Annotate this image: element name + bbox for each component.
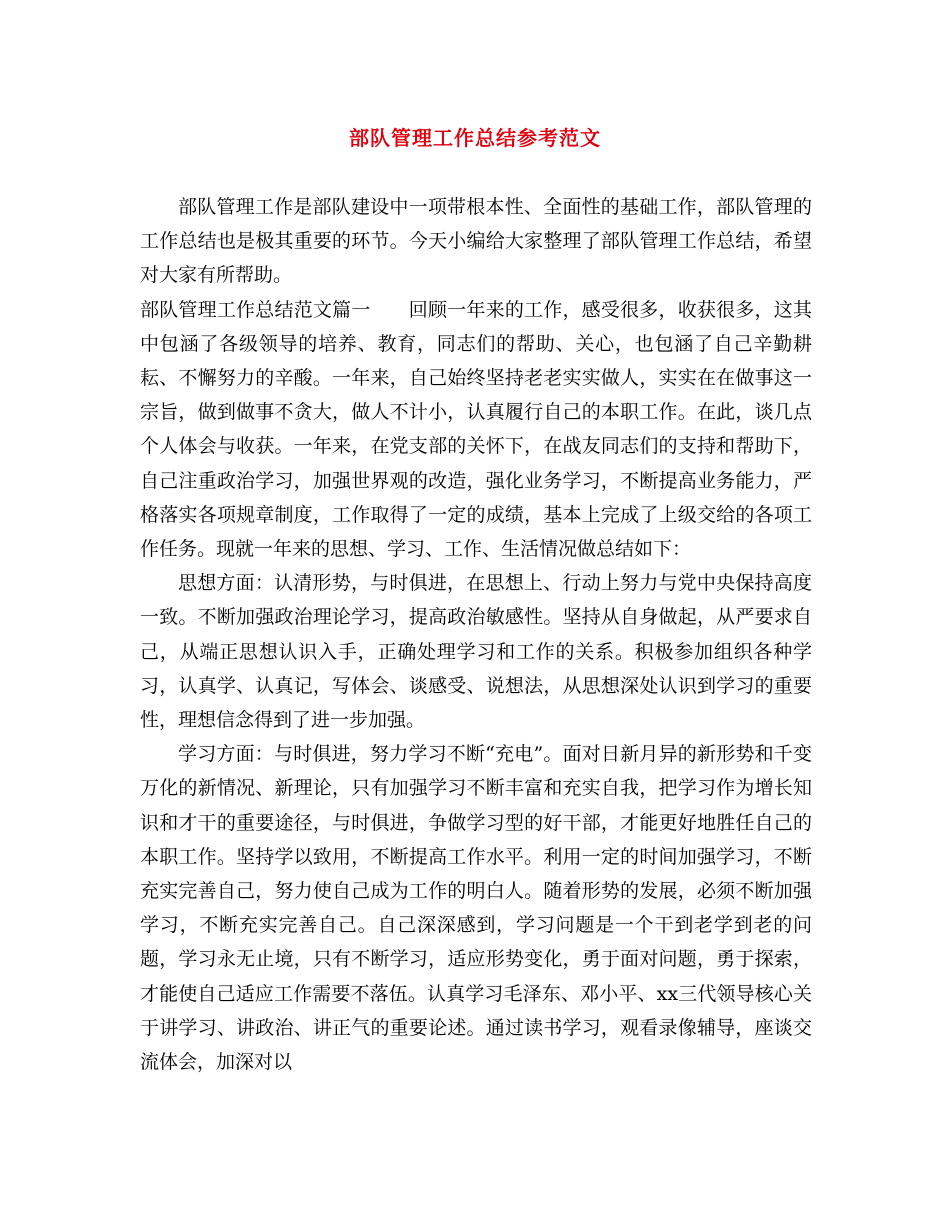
section-paragraph <box>140 293 812 567</box>
intro-paragraph: 部队管理工作是部队建设中一项带根本性、全面性的基础工作，部队管理的工作总结也是极其重要的环节。今天小编给大家整理了部队管理工作总结，希望对大家有所帮助。 <box>140 196 812 287</box>
document-body <box>140 190 812 1079</box>
section-body: 回顾一年来的工作，感受很多，收获很多，这其中包涵了各级领导的培养、教育，同志们的帮助、关心，也包涵了自己辛勤耕耘、不懈努力的辛酸。一年来，自己始终坚持老老实实做人，实实在在做事这一宗旨，做到做事不贪大，做人不计小，认真履行自己的本职工作。在此，谈几点个人体会与收获。一年来，在党支部的关怀下，在战友同志们的支持和帮助下，自己注重政治学习，加强世界观的改造，强化业务学习，不断提高业务能力，严格落实各项规章制度，工作取得了一定的成绩，基本上完成了上级交给的各项工作任务。现就一年来的思想、学习、工作、生活情况做总结如下： <box>140 298 812 561</box>
thought-paragraph: 思想方面：认清形势，与时俱进，在思想上、行动上努力与党中央保持高度一致。不断加强政治理论学习，提高政治敏感性。坚持从自身做起，从严要求自己，从端正思想认识入手，正确处理学习和工作的关系。积极参加组织各种学习，认真学、认真记，写体会、谈感受、说想法，从思想深处认识到学习的重要性，理想信念得到了进一步加强。 <box>140 572 812 732</box>
study-paragraph: 学习方面：与时俱进，努力学习不断“充电”。面对日新月异的新形势和千变万化的新情况、新理论，只有加强学习不断丰富和充实自我，把学习作为增长知识和才干的重要途径，与时俱进，争做学习型的好干部，才能更好地胜任自己的本职工作。坚持学以致用，不断提高工作水平。利用一定的时间加强学习，不断充实完善自己，努力使自己成为工作的明白人。随着形势的发展，必须不断加强学习，不断充实完善自己。自己深深感到，学习问题是一个干到老学到老的问题，学习永无止境，只有不断学习，适应形势变化，勇于面对问题，勇于探索，才能使自己适应工作需要不落伍。认真学习毛泽东、邓小平、xx三代领导核心关于讲学习、讲政治、讲正气的重要论述。通过读书学习，观看录像辅导，座谈交流体会，加深对以 <box>140 743 812 1074</box>
document-title: 部队管理工作总结参考范文 <box>349 126 601 150</box>
section-heading: 部队管理工作总结范文篇一 <box>140 298 371 321</box>
